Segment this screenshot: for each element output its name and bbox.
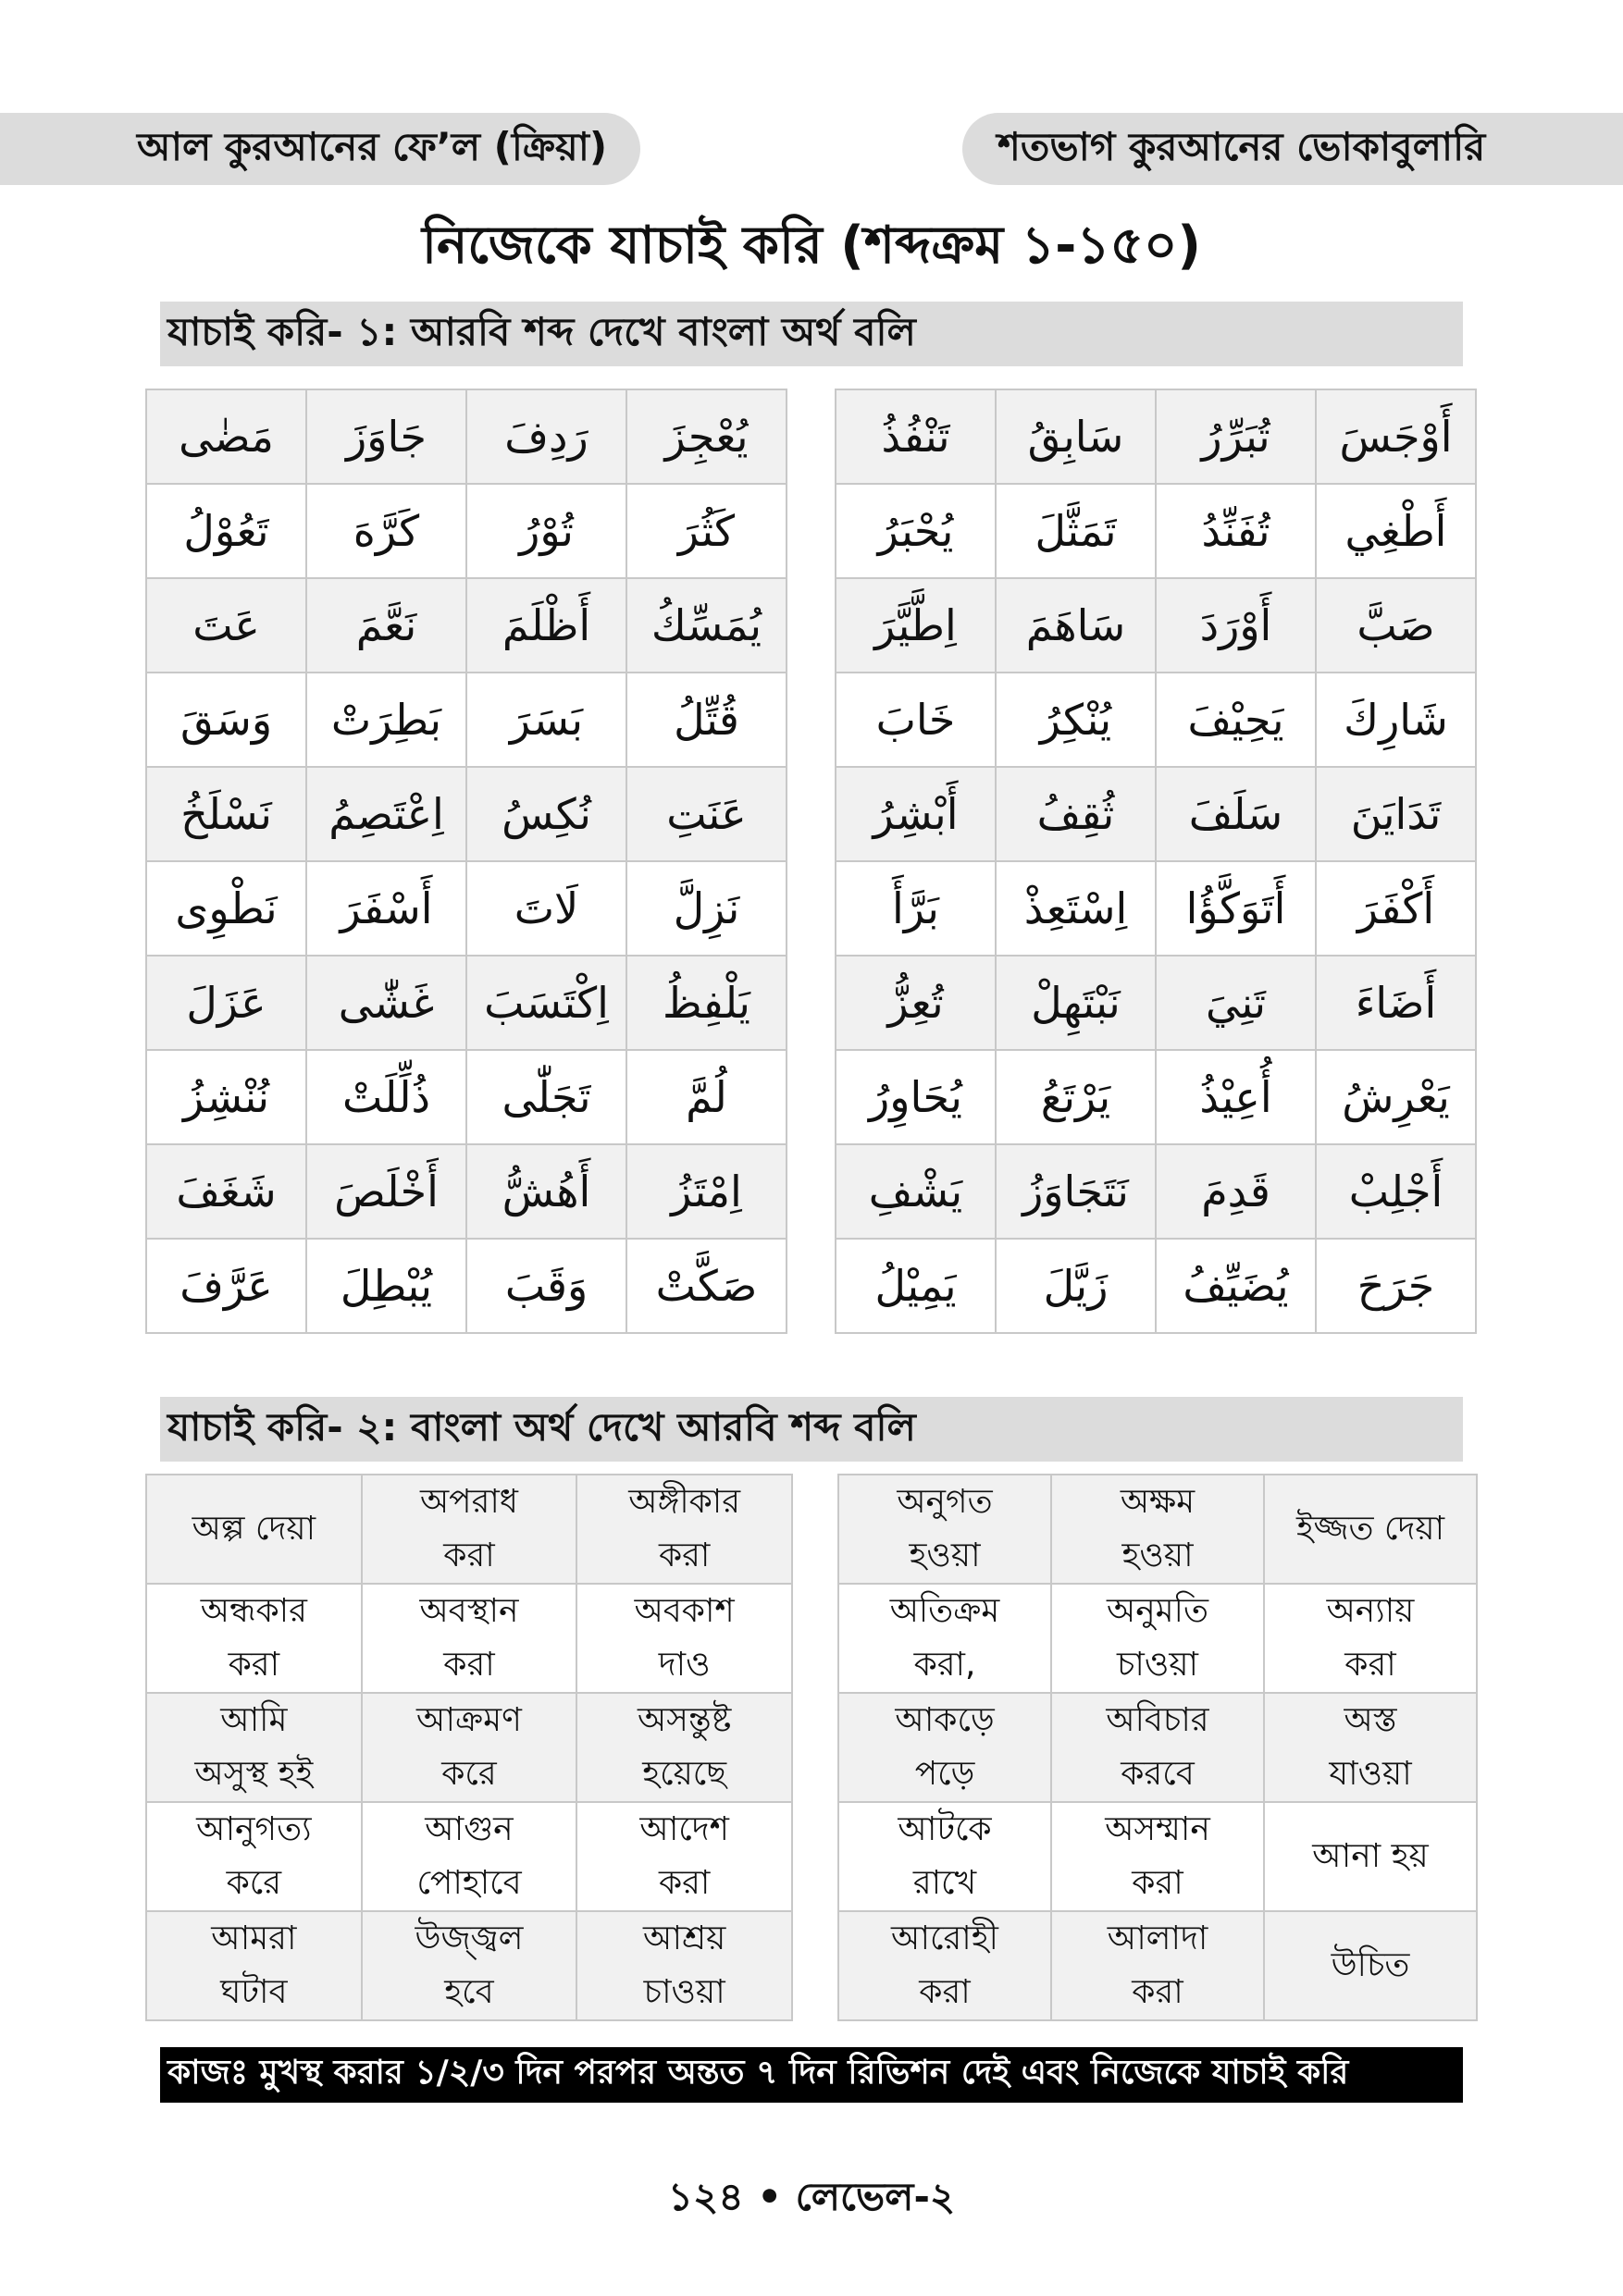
meaning-line: করা, <box>913 1646 976 1684</box>
bengali-meaning-cell <box>146 1475 362 1584</box>
meaning-line: উজ্জ্বল <box>415 1920 524 1957</box>
meaning-line: আনুগত্য <box>196 1810 312 1848</box>
bengali-meaning-cell <box>146 1693 362 1802</box>
meaning-line: আক্রমণ <box>416 1701 522 1739</box>
table-row <box>146 1144 787 1239</box>
table-row <box>836 578 1476 673</box>
table-row <box>146 389 787 484</box>
meaning-line: অক্ষম <box>1120 1483 1196 1521</box>
bengali-meaning-cell <box>576 1475 792 1584</box>
table-row <box>838 1802 1477 1911</box>
arabic-word-cell: صَبَّ <box>1316 578 1476 673</box>
meaning-line: আমি <box>220 1701 288 1739</box>
meaning-line: আশ্রয় <box>642 1920 726 1957</box>
arabic-word-cell: سَابِقُ <box>996 389 1156 484</box>
section1-heading: যাচাই করি- ১: আরবি শব্দ দেখে বাংলা অর্থ বলি <box>160 302 1463 366</box>
meaning-line: অসন্তুষ্ট <box>637 1701 732 1739</box>
arabic-word-cell: أَكْفَرَ <box>1316 861 1476 956</box>
meaning-line: করে <box>226 1864 282 1902</box>
arabic-word-cell: نُنْشِزُ <box>146 1050 306 1144</box>
arabic-word-cell: تَنْفُذُ <box>836 389 996 484</box>
meaning-line: আগুন <box>425 1810 514 1848</box>
table-row <box>146 578 787 673</box>
meaning-line: ঘটাব <box>220 1973 288 2011</box>
table-row <box>838 1693 1477 1802</box>
bengali-meaning-cell <box>362 1693 577 1802</box>
arabic-word-cell: عَتَ <box>146 578 306 673</box>
bengali-meaning-cell <box>362 1802 577 1911</box>
meaning-line: করা <box>1132 1864 1183 1902</box>
arabic-word-cell: قُتِّلُ <box>626 673 787 767</box>
table-row <box>836 484 1476 578</box>
arabic-word-cell: يُضَيِّفُ <box>1156 1239 1316 1333</box>
arabic-word-cell: وَقَبَ <box>466 1239 626 1333</box>
meaning-line: আকড়ে <box>895 1701 995 1739</box>
arabic-word-cell: تَجَلّٰى <box>466 1050 626 1144</box>
meaning-line: পড়ে <box>914 1755 975 1793</box>
meaning-line: অবিচার <box>1106 1701 1209 1739</box>
meaning-line: অপরাধ <box>419 1483 518 1521</box>
page-footer: ১২৪ • লেভেল-২ <box>667 2174 956 2219</box>
meaning-line: অঙ্গীকার <box>628 1483 741 1521</box>
bengali-meaning-cell <box>576 1911 792 2020</box>
table-row <box>836 861 1476 956</box>
arabic-word-cell: اِسْتَعِذْ <box>996 861 1156 956</box>
meaning-line: পোহাবে <box>416 1864 522 1902</box>
table-row <box>146 767 787 861</box>
arabic-word-cell: يَرْتَعُ <box>996 1050 1156 1144</box>
arabic-word-cell: نَبْتَهِلْ <box>996 956 1156 1050</box>
arabic-word-cell: يَلْفِظُ <box>626 956 787 1050</box>
arabic-word-cell: جَرَحَ <box>1316 1239 1476 1333</box>
meaning-line: আলাদা <box>1107 1920 1208 1957</box>
table-row <box>146 861 787 956</box>
meaning-line: অতিক্রম <box>889 1592 1000 1630</box>
table-row <box>146 1911 792 2020</box>
arabic-word-cell: تُفَنِّدُ <box>1156 484 1316 578</box>
table-row <box>836 767 1476 861</box>
meaning-line: অবকাশ <box>634 1592 735 1630</box>
meaning-line: চাওয়া <box>643 1973 725 2011</box>
table-row <box>146 956 787 1050</box>
task-banner: কাজঃ মুখস্থ করার ১/২/৩ দিন পরপর অন্তত ৭ দিন রিভিশন দেই এবং নিজেকে যাচাই করি <box>160 2047 1463 2103</box>
arabic-word-cell: أَضَاءَ <box>1316 956 1476 1050</box>
arabic-word-cell: نَعَّمَ <box>306 578 466 673</box>
arabic-word-cell: صَكَّتْ <box>626 1239 787 1333</box>
table-row <box>146 484 787 578</box>
arabic-word-cell: أَطْغِي <box>1316 484 1476 578</box>
table-row <box>146 1050 787 1144</box>
arabic-word-cell: زَيَّلَ <box>996 1239 1156 1333</box>
bengali-meaning-cell <box>576 1693 792 1802</box>
meaning-line: অনুগত <box>897 1483 993 1521</box>
arabic-word-cell: سَلَفَ <box>1156 767 1316 861</box>
meaning-line: করা <box>1132 1973 1183 2011</box>
meaning-line: হওয়া <box>909 1537 981 1574</box>
arabic-word-cell: أَهُشُّ <box>466 1144 626 1239</box>
arabic-word-cell: تَنِيَ <box>1156 956 1316 1050</box>
arabic-word-cell: يَمِيْلُ <box>836 1239 996 1333</box>
bengali-meaning-cell <box>1264 1584 1477 1693</box>
meaning-line: করা <box>443 1646 495 1684</box>
table-row <box>836 1050 1476 1144</box>
arabic-word-cell: نَسْلَخُ <box>146 767 306 861</box>
bengali-meaning-cell <box>1051 1802 1264 1911</box>
bengali-meaning-cell <box>1264 1802 1477 1911</box>
arabic-word-cell: يَحِيْفَ <box>1156 673 1316 767</box>
table-row <box>836 956 1476 1050</box>
meaning-line: হয়েছে <box>642 1755 727 1793</box>
arabic-word-cell: رَدِفَ <box>466 389 626 484</box>
page-title: নিজেকে যাচাই করি (শব্দক্রম ১-১৫০) <box>421 216 1202 276</box>
meaning-line: করা <box>919 1973 971 2011</box>
bengali-meaning-cell <box>362 1475 577 1584</box>
table-row <box>146 673 787 767</box>
meaning-line: অস্ত <box>1344 1701 1397 1739</box>
arabic-word-cell: أَظْلَمَ <box>466 578 626 673</box>
bengali-table-right <box>837 1474 1478 2021</box>
arabic-word-cell: يُحَاوِرُ <box>836 1050 996 1144</box>
arabic-word-cell: يُبْطِلَ <box>306 1239 466 1333</box>
arabic-word-cell: عَنَتِ <box>626 767 787 861</box>
arabic-word-cell: سَاهَمَ <box>996 578 1156 673</box>
arabic-word-cell: وَسَقَ <box>146 673 306 767</box>
arabic-word-cell: نُكِسُ <box>466 767 626 861</box>
table-row <box>836 389 1476 484</box>
header-right-tab <box>962 113 1623 185</box>
meaning-line: অন্যায় <box>1326 1592 1415 1630</box>
meaning-line: উচিত <box>1331 1946 1410 1984</box>
table-row <box>836 1239 1476 1333</box>
arabic-table-right <box>835 389 1477 1334</box>
meaning-line: অবস্থান <box>419 1592 519 1630</box>
bengali-meaning-cell <box>146 1911 362 2020</box>
arabic-word-cell: شَارِكَ <box>1316 673 1476 767</box>
arabic-word-cell: اِطَّيَّرَ <box>836 578 996 673</box>
arabic-word-cell: بَسَرَ <box>466 673 626 767</box>
meaning-line: করা <box>443 1537 495 1574</box>
meaning-line: আদেশ <box>639 1810 729 1848</box>
arabic-word-cell: قَدِمَ <box>1156 1144 1316 1239</box>
bengali-meaning-cell <box>1264 1475 1477 1584</box>
arabic-word-cell: يُنْكِرُ <box>996 673 1156 767</box>
table-row <box>836 673 1476 767</box>
bengali-meaning-cell <box>838 1584 1051 1693</box>
arabic-word-cell: يُعْجِزَ <box>626 389 787 484</box>
meaning-line: হবে <box>444 1973 494 2011</box>
header-left-label: আল কুরআনের ফে’ল (ক্রিয়া) <box>137 123 608 169</box>
bengali-meaning-cell <box>146 1584 362 1693</box>
arabic-word-cell: اِمْتَزُ <box>626 1144 787 1239</box>
bengali-meaning-cell <box>1051 1911 1264 2020</box>
arabic-word-cell: أَسْفَرَ <box>306 861 466 956</box>
table-row <box>146 1475 792 1584</box>
arabic-word-cell: اِكْتَسَبَ <box>466 956 626 1050</box>
meaning-line: করবে <box>1121 1755 1195 1793</box>
table-row <box>838 1475 1477 1584</box>
bengali-meaning-cell <box>576 1584 792 1693</box>
arabic-word-cell: خَابَ <box>836 673 996 767</box>
bengali-meaning-cell <box>1051 1693 1264 1802</box>
arabic-word-cell: بَرَّأَ <box>836 861 996 956</box>
bengali-meaning-cell <box>1264 1911 1477 2020</box>
arabic-word-cell: يُحْبَرُ <box>836 484 996 578</box>
arabic-word-cell: نَتَجَاوَزُ <box>996 1144 1156 1239</box>
bengali-meaning-cell <box>1051 1584 1264 1693</box>
arabic-word-cell: عَرَّفَ <box>146 1239 306 1333</box>
arabic-word-cell: بَطِرَتْ <box>306 673 466 767</box>
table-row <box>146 1693 792 1802</box>
meaning-line: করা <box>658 1537 711 1574</box>
arabic-word-cell: تَدَايَنَ <box>1316 767 1476 861</box>
meaning-line: যাওয়া <box>1329 1755 1412 1793</box>
meaning-line: অল্প দেয়া <box>192 1510 316 1548</box>
meaning-line: অন্ধকার <box>200 1592 307 1630</box>
arabic-word-cell: عَزَلَ <box>146 956 306 1050</box>
bengali-meaning-cell <box>838 1802 1051 1911</box>
table-row <box>838 1584 1477 1693</box>
meaning-line: করা <box>1344 1646 1396 1684</box>
meaning-line: আমরা <box>211 1920 297 1957</box>
meaning-line: আরোহী <box>891 1920 998 1957</box>
arabic-word-cell: أَجْلِبْ <box>1316 1144 1476 1239</box>
arabic-word-cell: لُمَّ <box>626 1050 787 1144</box>
bengali-meaning-cell <box>576 1802 792 1911</box>
header-right-label: শতভাগ কুরআনের ভোকাবুলারি <box>997 123 1486 169</box>
arabic-word-cell: يَشْفِ <box>836 1144 996 1239</box>
arabic-word-cell: لَاتَ <box>466 861 626 956</box>
arabic-word-cell: أُعِيْذُ <box>1156 1050 1316 1144</box>
arabic-word-cell: غَشّٰى <box>306 956 466 1050</box>
meaning-line: করে <box>441 1755 497 1793</box>
arabic-table-left <box>145 389 787 1334</box>
meaning-line: আনা হয় <box>1312 1837 1429 1875</box>
arabic-word-cell: أَبْشِرُ <box>836 767 996 861</box>
header-left-tab <box>0 113 640 185</box>
table-row <box>146 1239 787 1333</box>
arabic-word-cell: اِعْتَصِمُ <box>306 767 466 861</box>
arabic-word-cell: تُوْرُ <box>466 484 626 578</box>
table-row <box>146 1584 792 1693</box>
bengali-meaning-cell <box>1264 1693 1477 1802</box>
arabic-word-cell: تَعُوْلُ <box>146 484 306 578</box>
bengali-meaning-cell <box>838 1475 1051 1584</box>
arabic-word-cell: نَزِلَّ <box>626 861 787 956</box>
meaning-line: অনুমতি <box>1107 1592 1208 1630</box>
section2-heading: যাচাই করি- ২: বাংলা অর্থ দেখে আরবি শব্দ বলি <box>160 1397 1463 1462</box>
arabic-word-cell: مَضٰى <box>146 389 306 484</box>
meaning-line: আটকে <box>898 1810 992 1848</box>
arabic-word-cell: أَوْرَدَ <box>1156 578 1316 673</box>
bengali-meaning-cell <box>146 1802 362 1911</box>
meaning-line: করা <box>658 1864 711 1902</box>
arabic-word-cell: تُعِزُّ <box>836 956 996 1050</box>
arabic-word-cell: أَتَوَكَّؤُا <box>1156 861 1316 956</box>
arabic-word-cell: كَثُرَ <box>626 484 787 578</box>
arabic-word-cell: يَعْرِشُ <box>1316 1050 1476 1144</box>
arabic-word-cell: تَمَثَّلَ <box>996 484 1156 578</box>
meaning-line: রাখে <box>912 1864 977 1902</box>
arabic-word-cell: نَطْوِى <box>146 861 306 956</box>
meaning-line: দাও <box>658 1646 711 1684</box>
arabic-word-cell: جَاوَزَ <box>306 389 466 484</box>
arabic-word-cell: شَغَفَ <box>146 1144 306 1239</box>
table-row <box>146 1802 792 1911</box>
bengali-table-left <box>145 1474 793 2021</box>
bengali-meaning-cell <box>838 1693 1051 1802</box>
bengali-meaning-cell <box>1051 1475 1264 1584</box>
meaning-line: চাওয়া <box>1116 1646 1198 1684</box>
bengali-meaning-cell <box>362 1911 577 2020</box>
arabic-word-cell: يُمَسِّكُ <box>626 578 787 673</box>
table-row <box>836 1144 1476 1239</box>
meaning-line: অসম্মান <box>1105 1810 1210 1848</box>
meaning-line: করা <box>228 1646 280 1684</box>
arabic-word-cell: ذُلِّلَتْ <box>306 1050 466 1144</box>
arabic-word-cell: تُبَرِّرُ <box>1156 389 1316 484</box>
arabic-word-cell: أَخْلَصَ <box>306 1144 466 1239</box>
arabic-word-cell: ثُقِفُ <box>996 767 1156 861</box>
table-row <box>838 1911 1477 2020</box>
arabic-word-cell: كَرَّهَ <box>306 484 466 578</box>
meaning-line: হওয়া <box>1121 1537 1194 1574</box>
arabic-word-cell: أَوْجَسَ <box>1316 389 1476 484</box>
meaning-line: ইজ্জত দেয়া <box>1295 1510 1445 1548</box>
bengali-meaning-cell <box>362 1584 577 1693</box>
meaning-line: অসুস্থ হই <box>194 1755 314 1793</box>
bengali-meaning-cell <box>838 1911 1051 2020</box>
